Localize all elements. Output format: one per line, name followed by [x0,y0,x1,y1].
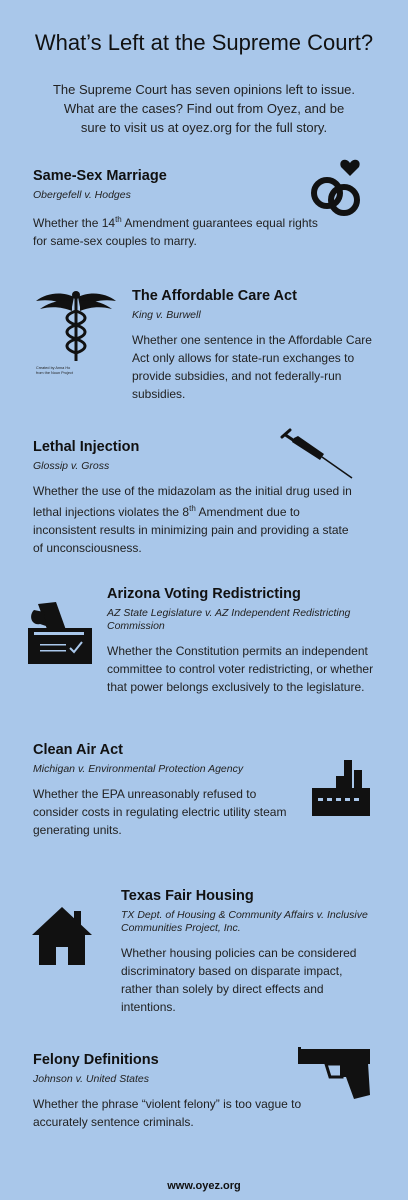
case-description: Whether the EPA unreasonably refused to consider costs in regulating electric utility steam generating units. [33,787,287,837]
case-description: Whether housing policies can be considered discriminatory based on disparate impact, rather than solely by direct effects and intentions. [121,946,357,1014]
house-icon [30,905,94,972]
case-name: Glossip v. Gross [33,460,110,472]
case-description: Whether the use of the midazolam as the initial drug used in lethal injections violates the 8th Amendment due to inconsistent results in minimizing pain and providing a state of unconsciousness. [33,484,352,555]
case-description: Whether the Constitution permits an independent committee to control voter redistricting, or whether that power belongs exclusively to the legislature. [107,644,374,694]
page-title: What’s Left at the Supreme Court? [34,30,374,55]
case-name: AZ State Legislature v. AZ Independent Redistricting Commission [107,607,351,632]
case-title: Arizona Voting Redistricting [107,586,301,602]
case-name: Johnson v. United States [33,1073,149,1085]
intro-line: The Supreme Court has seven opinions left to issue. [52,82,356,97]
case-description: Whether the phrase “violent felony” is too vague to accurately sentence criminals. [33,1097,302,1129]
case-title: Texas Fair Housing [121,888,254,904]
case-section-arizona-voting [107,586,377,696]
case-title: The Affordable Care Act [132,288,297,304]
intro-text [40,80,368,137]
case-section-felony-definitions [33,1052,303,1131]
case-name: Obergefell v. Hodges [33,189,131,201]
ballot-box-icon [26,600,96,671]
syringe-icon [276,428,356,485]
case-section-same-sex-marriage [33,168,323,250]
case-description: Whether the 14th Amendment guarantees equal rights for same-sex couples to marry. [33,215,318,248]
case-name: King v. Burwell [132,309,201,321]
factory-icon [310,758,374,823]
footer-url: www.oyez.org [167,1180,241,1192]
case-section-affordable-care-act [132,288,372,403]
intro-line: sure to visit us at oyez.org for the full story. [80,120,328,135]
icon-credit: Created by Anna Ho from the Noun Project [36,366,73,375]
linked-rings-heart-icon [308,155,368,224]
case-title: Clean Air Act [33,742,123,758]
case-section-texas-fair-housing [121,888,371,1016]
case-title: Same-Sex Marriage [33,168,167,184]
case-title: Lethal Injection [33,439,140,455]
case-section-clean-air-act [33,742,303,839]
case-title: Felony Definitions [33,1052,159,1068]
case-name: Michigan v. Environmental Protection Agency [33,763,244,775]
intro-line: What are the cases? Find out from Oyez, and be [63,101,345,116]
case-name: TX Dept. of Housing & Community Affairs v. Inclusive Communities Project, Inc. [121,909,368,934]
pistol-icon [296,1047,372,1106]
case-description: Whether one sentence in the Affordable Care Act only allows for state-run exchanges to provide subsidies, and not federally-run subsidies. [132,333,372,401]
caduceus-icon [34,287,118,372]
